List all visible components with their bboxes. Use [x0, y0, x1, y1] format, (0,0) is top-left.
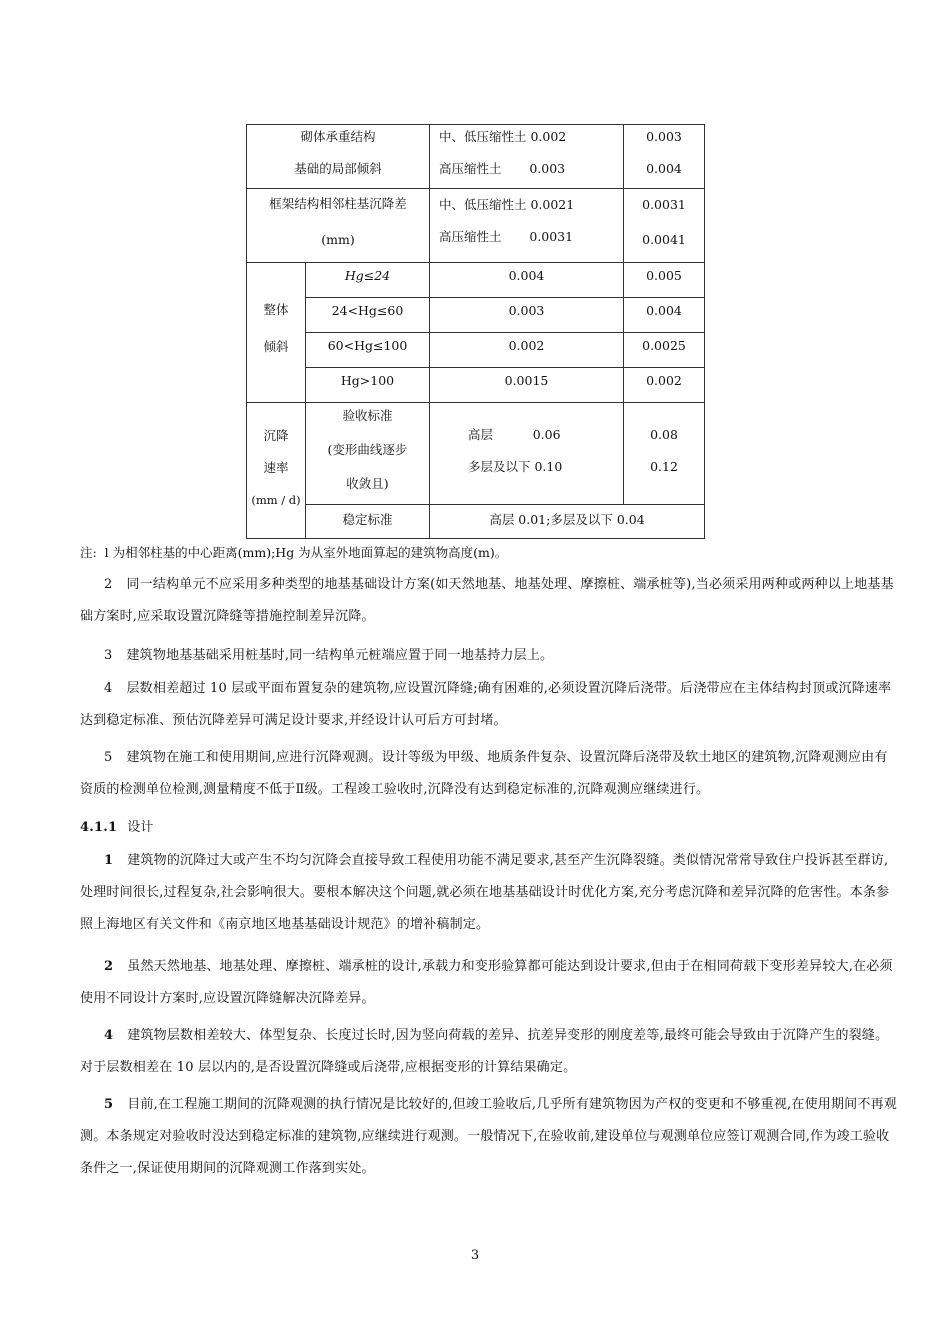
row2-right-line2: 0.0041	[642, 232, 686, 247]
table-rule	[305, 332, 705, 333]
stable-label: 稳定标准	[342, 512, 393, 527]
row2-mid-line2: 高压缩性土 0.0031	[439, 229, 574, 244]
accept-mid-line2: 多层及以下 0.10	[468, 459, 563, 474]
paragraph-3	[80, 640, 900, 672]
tilt-group-line1: 整体	[263, 302, 289, 317]
paragraph-text: 建筑物在施工和使用期间,应进行沉降观测。设计等级为甲级、地质条件复杂、设置沉降后浇带及软土地区的建筑物,沉降观测应由有资质的检测单位检测,测量精度不低于Ⅱ级。工程竣工验收时,沉降没有达到稳定标准的,沉降观测应继续进行。	[80, 750, 888, 797]
row2-label-line1: 框架结构相邻柱基沉降差	[269, 196, 407, 211]
design-item-4	[80, 1020, 900, 1084]
tilt-right-3: 0.0025	[642, 338, 686, 353]
table-rule	[704, 124, 705, 539]
paragraph-number: 4	[104, 681, 113, 696]
paragraph-2	[80, 569, 900, 633]
table-rule	[305, 297, 705, 298]
section-title: 设计	[127, 820, 154, 835]
tilt-right-2: 0.004	[646, 303, 682, 318]
section-number: 4.1.1	[80, 820, 118, 835]
row1-right-line1: 0.003	[646, 129, 682, 144]
page-number: 3	[470, 1248, 480, 1263]
tilt-cond-1: Hg≤24	[344, 268, 391, 283]
table-rule	[246, 124, 705, 125]
row2-right-line1: 0.0031	[642, 197, 686, 212]
table-rule	[246, 402, 705, 403]
accept-label-line3: 收敛且)	[346, 476, 389, 491]
paragraph-text: 层数相差超过 10 层或平面布置复杂的建筑物,应设置沉降缝;确有困难的,必须设置沉降后浇带。后浇带应在主体结构封顶或沉降速率达到稳定标准、预估沉降差异可满足设计要求,并经设计认可后方可封堵。	[80, 681, 892, 728]
row1-mid-line1: 中、低压缩性土 0.002	[439, 129, 567, 144]
paragraph-4	[80, 673, 900, 737]
design-item-2	[80, 951, 900, 1015]
table-rule	[246, 124, 247, 539]
design-item-1	[80, 845, 900, 941]
paragraph-text: 建筑物的沉降过大或产生不均匀沉降会直接导致工程使用功能不满足要求,甚至产生沉降裂缝。类似情况常常导致住户投诉甚至群访,处理时间很长,过程复杂,社会影响很大。要根本解决这个问题,就必须在地基基础设计时优化方案,充分考虑沉降和差异沉降的危害性。本条参照上海地区有关文件和《南京地区地基基础设计规范》的增补稿制定。	[80, 853, 890, 932]
paragraph-number: 3	[104, 648, 113, 663]
accept-label-line2: (变形曲线逐步	[327, 442, 408, 457]
table-rule	[429, 124, 430, 539]
paragraph-5	[80, 742, 900, 806]
paragraph-text: 虽然天然地基、地基处理、摩擦桩、端承桩的设计,承载力和变形验算都可能达到设计要求,但由于在相同荷载下变形差异较大,在必须使用不同设计方案时,应设置沉降缝解决沉降差异。	[80, 959, 893, 1006]
paragraph-number: 1	[104, 853, 114, 868]
tilt-mid-2: 0.003	[508, 303, 545, 318]
table-rule	[305, 504, 705, 505]
accept-label-line1: 验收标准	[342, 408, 393, 423]
row1-label-line1: 砌体承重结构	[300, 129, 376, 144]
stable-value: 高层 0.01;多层及以下 0.04	[489, 512, 645, 527]
table-rule	[246, 262, 705, 263]
tilt-mid-1: 0.004	[508, 268, 545, 283]
row1-mid-line2: 高压缩性土 0.003	[439, 161, 566, 176]
paragraph-number: 5	[104, 750, 113, 765]
tilt-mid-4: 0.0015	[504, 373, 549, 388]
paragraph-text: 同一结构单元不应采用多种类型的地基基础设计方案(如天然地基、地基处理、摩擦桩、端承桩等),当必须采用两种或两种以上地基基础方案时,应采取设置沉降缝等措施控制差异沉降。	[80, 577, 894, 624]
tilt-mid-3: 0.002	[508, 338, 545, 353]
table-rule	[305, 367, 705, 368]
accept-right-line2: 0.12	[650, 459, 678, 474]
tilt-cond-2: 24<Hg≤60	[331, 303, 404, 318]
design-item-5	[80, 1089, 900, 1185]
table-rule	[246, 538, 705, 539]
row2-label-line2: (mm)	[321, 232, 355, 247]
table-note: 注: l 为相邻柱基的中心距离(mm);Hg 为从室外地面算起的建筑物高度(m)。	[80, 545, 508, 560]
row2-mid-line1: 中、低压缩性土 0.0021	[439, 197, 575, 212]
tilt-right-1: 0.005	[646, 268, 682, 283]
paragraph-text: 目前,在工程施工期间的沉降观测的执行情况是比较好的,但竣工验收后,几乎所有建筑物因为产权的变更和不够重视,在使用期间不再观测。本条规定对验收时没达到稳定标准的建筑物,应继续进行观测。一般情况下,在验收前,建设单位与观测单位应签订观测合同,作为竣工验收条件之一,保证使用期间的沉降观测工作落到实处。	[80, 1097, 897, 1176]
table-rule	[246, 188, 705, 189]
tilt-cond-4: Hg>100	[340, 373, 395, 388]
tilt-right-4: 0.002	[646, 373, 682, 388]
row1-right-line2: 0.004	[646, 161, 682, 176]
row1-label-line2: 基础的局部倾斜	[294, 161, 382, 176]
paragraph-number: 4	[104, 1028, 114, 1043]
accept-mid-line1: 高层 0.06	[468, 427, 561, 442]
section-heading	[80, 812, 900, 844]
paragraph-text: 建筑物层数相差较大、体型复杂、长度过长时,因为竖向荷载的差异、抗差异变形的刚度差等,最终可能会导致由于沉降产生的裂缝。对于层数相差在 10 层以内的,是否设置沉降缝或后浇带,应根据变形的计算结果确定。	[80, 1028, 889, 1075]
paragraph-number: 2	[104, 577, 113, 592]
paragraph-number: 2	[104, 959, 114, 974]
paragraph-text: 建筑物地基基础采用桩基时,同一结构单元桩端应置于同一地基持力层上。	[126, 648, 554, 663]
tilt-cond-3: 60<Hg≤100	[327, 338, 408, 353]
rate-group-line3: (mm / d)	[251, 493, 301, 507]
rate-group-line2: 速率	[263, 460, 289, 475]
rate-group-line1: 沉降	[263, 428, 289, 443]
paragraph-number: 5	[104, 1097, 114, 1112]
tilt-group-line2: 倾斜	[263, 339, 289, 354]
accept-right-line1: 0.08	[650, 427, 678, 442]
